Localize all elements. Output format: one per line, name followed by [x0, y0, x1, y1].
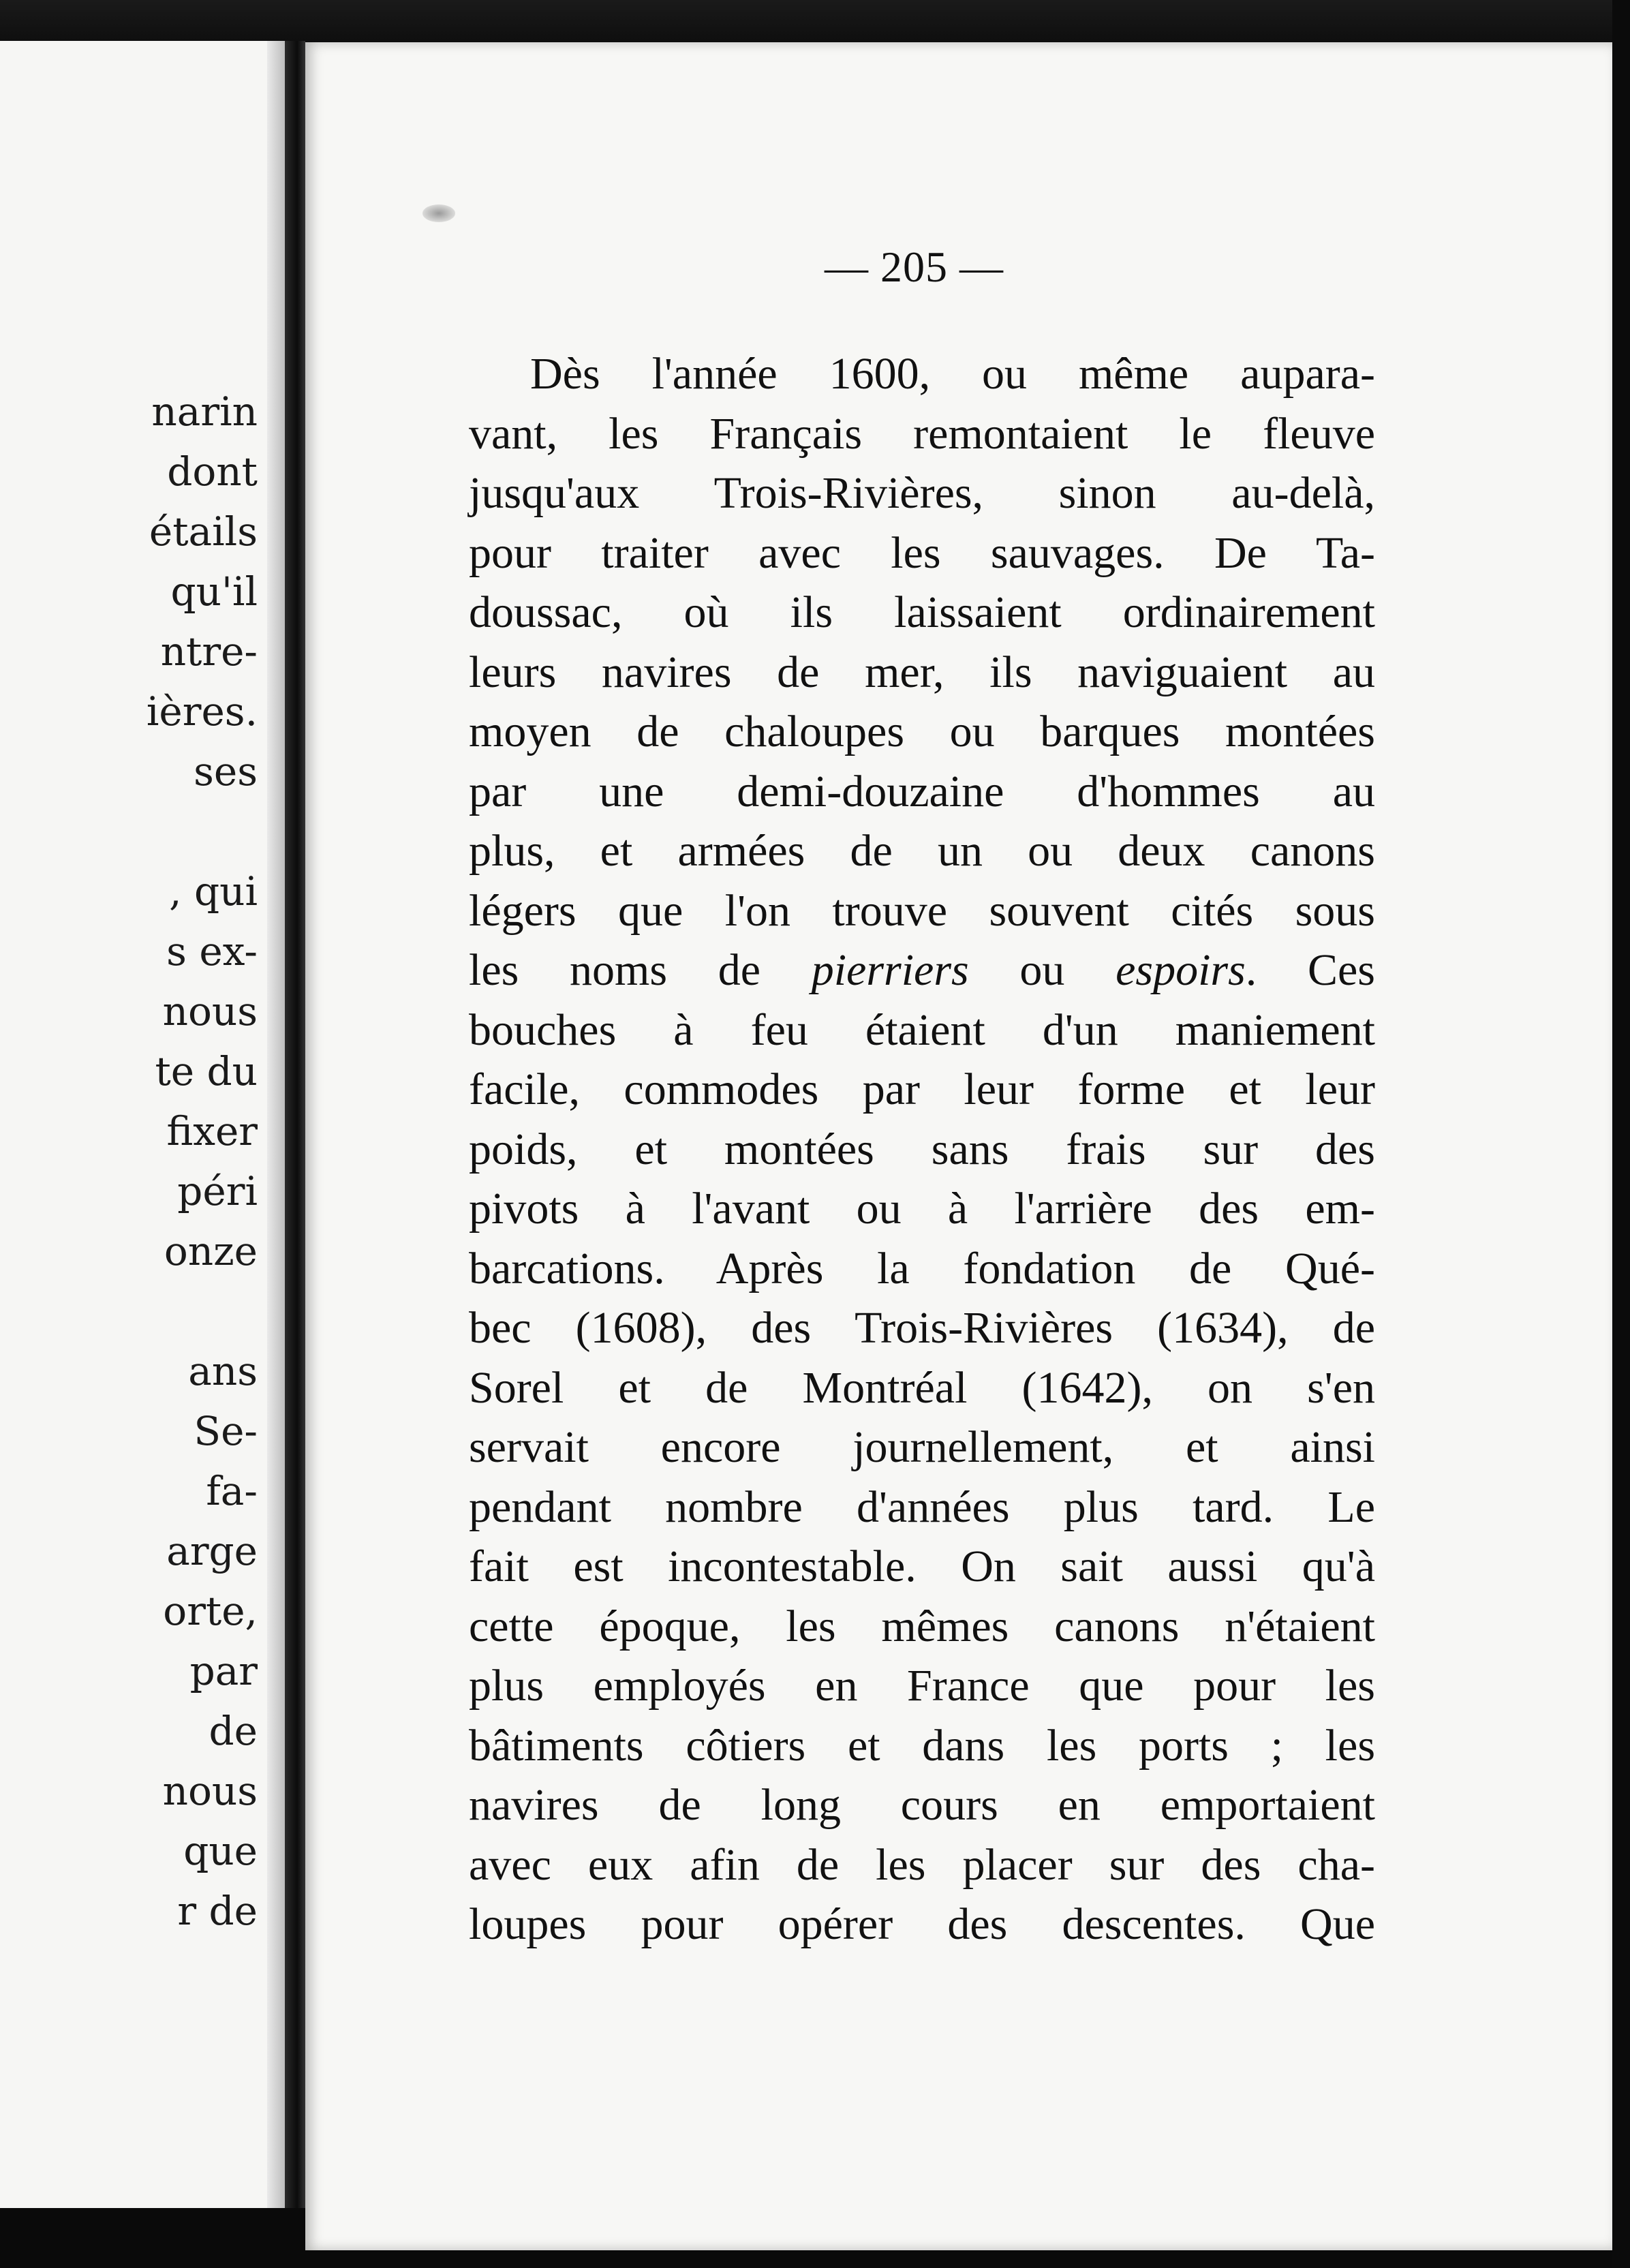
text-line: cette époque, les mêmes canons n'étaient [469, 1601, 1375, 1651]
text-line: poids, et montées sans frais sur des [469, 1124, 1375, 1174]
text-line: plus, et armées de un ou deux canons [469, 826, 1375, 876]
text-line: avec eux afin de les placer sur des cha- [469, 1839, 1375, 1890]
text-line: plus employés en France que pour les [469, 1661, 1375, 1711]
page-body-text [469, 344, 1375, 1955]
text-line: navires de long cours en emportaient [469, 1780, 1375, 1830]
left-line: ans [188, 1348, 258, 1394]
text-line: jusqu'aux Trois-Rivières, sinon au-delà, [469, 468, 1375, 518]
text-run: les noms de [469, 945, 812, 995]
left-line: narin [151, 388, 258, 435]
text-run: . Ces [1245, 945, 1375, 995]
text-line: servait encore journellement, et ainsi [469, 1422, 1375, 1472]
left-page-text [147, 382, 258, 1941]
left-line: s ex- [166, 928, 258, 975]
ink-smudge [422, 204, 455, 222]
left-line: ses [194, 748, 258, 795]
text-line: vant, les Français remontaient le fleuve [469, 408, 1375, 459]
text-line: leurs navires de mer, ils naviguaient au [469, 647, 1375, 697]
left-line: ières. [146, 688, 258, 735]
left-line: arge [166, 1528, 258, 1574]
left-line: par [189, 1648, 258, 1694]
left-line: , qui [169, 868, 258, 915]
left-line: péri [177, 1168, 258, 1214]
left-line: r de [177, 1888, 258, 1934]
italic-term-espoirs: espoirs [1116, 945, 1246, 995]
text-line [469, 940, 1375, 1000]
left-line: Se- [194, 1408, 258, 1454]
page-number: — 205 — [825, 243, 1004, 291]
text-line: doussac, où ils laissaient ordinairement [469, 587, 1375, 637]
left-line: orte, [163, 1588, 258, 1634]
text-line: pour traiter avec les sauvages. De Ta- [469, 527, 1375, 578]
text-line: Sorel et de Montréal (1642), on s'en [469, 1362, 1375, 1413]
left-line [147, 801, 258, 861]
left-line [147, 1281, 258, 1341]
text-line: bâtiments côtiers et dans les ports ; les [469, 1720, 1375, 1771]
text-line: bec (1608), des Trois-Rivières (1634), de [469, 1303, 1375, 1353]
left-line: étails [149, 508, 258, 555]
left-line: dont [167, 448, 258, 495]
scan-right-edge [1612, 0, 1630, 2268]
text-run: ou [968, 945, 1116, 995]
left-page [0, 41, 287, 2208]
text-line: Dès l'année 1600, ou même aupara- [530, 349, 1375, 399]
left-line: nous [162, 1768, 258, 1814]
text-line: facile, commodes par leur forme et leur [469, 1064, 1375, 1114]
left-line: ntre- [160, 628, 258, 675]
left-line: qu'il [170, 568, 258, 615]
left-line: te du [155, 1048, 258, 1094]
text-line: bouches à feu étaient d'un maniement [469, 1005, 1375, 1055]
text-line: pivots à l'avant ou à l'arrière des em- [469, 1184, 1375, 1233]
text-line: légers que l'on trouve souvent cités sous [469, 885, 1375, 936]
book-gutter [285, 41, 305, 2208]
text-line: par une demi-douzaine d'hommes au [469, 766, 1375, 816]
left-line: de [209, 1708, 258, 1754]
page-binding-shadow [267, 41, 285, 2208]
left-line: fixer [166, 1108, 258, 1154]
italic-term-pierriers: pierriers [811, 945, 969, 995]
text-line: loupes pour opérer des descentes. Que [469, 1899, 1375, 1949]
text-line: moyen de chaloupes ou barques montées [469, 707, 1375, 756]
left-line: fa- [206, 1468, 258, 1514]
text-line: barcations. Après la fondation de Qué- [469, 1243, 1375, 1293]
text-line: pendant nombre d'années plus tard. Le [469, 1482, 1375, 1532]
text-line: fait est incontestable. On sait aussi qu'à [469, 1542, 1375, 1591]
left-line: nous [162, 988, 258, 1035]
left-line: que [183, 1828, 258, 1874]
left-line: onze [164, 1228, 258, 1274]
